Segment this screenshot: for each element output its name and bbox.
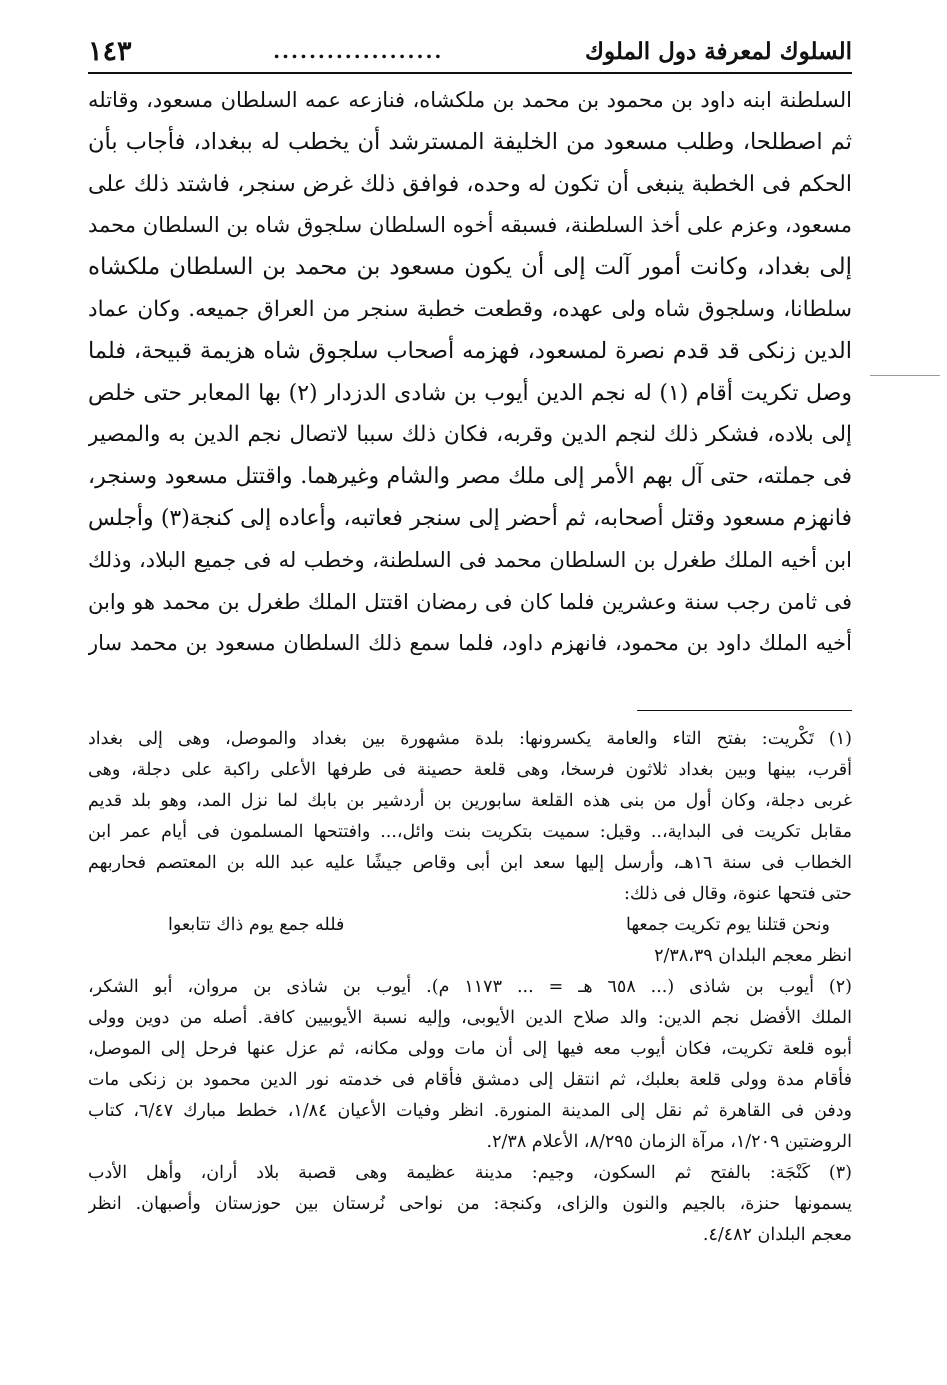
- footnotes: [88, 724, 852, 1251]
- page-number: ١٤٣: [88, 35, 132, 67]
- margin-mark: [870, 375, 940, 376]
- footnote-2-line: (٢) أيوب بن شاذى (... ٦٥٨ هـ = ... ١١٧٣ م). أيوب بن شاذى بن مروان، أبو الشكر،: [88, 977, 852, 997]
- footnote-3-line: يسمونها حنزة، بالجيم والنون والزاى، وكنجة: من نواحى نُرستان بين حوزستان وأصبهان. انظر: [88, 1194, 852, 1214]
- footnote-1-line: مقابل تكريت فى البداية،.. وقيل: سميت بتكريت بنت وائل،... وافتتحها المسلمون فى أيام عمر ابن: [88, 822, 852, 842]
- footnote-1-reference: انظر معجم البلدان ٢/٣٨،٣٩: [654, 946, 852, 966]
- text-line: أخيه الملك داود بن محمود، فانهزم داود، فلما سمع ذلك السلطان مسعود بن محمد سار: [88, 631, 852, 656]
- text-line: إلى بغداد، وكانت أمور آلت إلى أن يكون مسعود بن محمد بن السلطان ملكشاه: [88, 254, 852, 281]
- footnote-2-line: الروضتين ١/٢٠٩، مرآة الزمان ٨/٢٩٥، الأعلام ٢/٣٨.: [486, 1132, 852, 1152]
- footnote-1-line: الخطاب فى سنة ١٦هـ، وأرسل إليها سعد ابن أبى وقاص جيشًا عليه عبد الله بن المعتصم فحاربهم: [88, 853, 852, 873]
- text-line: إلى بلاده، فشكر ذلك لنجم الدين وقربه، فكان ذلك سببا لاتصال نجم الدين به والمصير: [88, 422, 852, 448]
- header-leader-dots: ...................: [273, 39, 444, 63]
- poetry-verse: [88, 910, 852, 941]
- text-line: ثم اصطلحا، وطلب مسعود من الخليفة المسترشد أن يخطب له ببغداد، فأجاب بأن: [88, 128, 852, 155]
- text-line: فى ثامن رجب سنة وعشرين فلما كان فى رمضان اقتتل الملك طغرل بن محمد هو وابن: [88, 589, 852, 614]
- footnote-1-line: غربى دجلة، وكان أول من بنى هذه القلعة سابورين بن أردشير بن بابك لما نزل المد، وهو بلد قديم: [88, 791, 852, 811]
- verse-second-hemistich: فلله جمع يوم ذاك تتابعوا: [168, 915, 345, 935]
- main-text: [88, 80, 852, 665]
- running-header: [88, 30, 852, 74]
- text-line: فى جملته، حتى آل بهم الأمر إلى ملك مصر والشام وغيرهما. واقتتل مسعود وسنجر،: [88, 464, 852, 490]
- text-line: الحكم فى الخطبة ينبغى أن تكون له وحده، فوافق ذلك غرض سنجر، فاشتد ذلك على: [88, 171, 852, 197]
- footnote-3-line: (٣) كَنْجَة: بالفتح ثم السكون، وجيم: مدينة عظيمة وهى قصبة بلاد أران، وأهل الأدب: [88, 1163, 852, 1183]
- book-title: السلوك لمعرفة دول الملوك: [584, 37, 852, 65]
- text-line: وصل تكريت أقام (١) له نجم الدين أيوب بن شادى الدزدار (٢) بها المعابر حتى خلص: [88, 380, 852, 406]
- text-line: ابن أخيه الملك طغرل بن السلطان محمد فى السلطنة، وخطب له فى جميع البلاد، وذلك: [88, 547, 852, 572]
- footnote-2-line: فأقام مدة وولى قلعة بعلبك، ثم انتقل إلى دمشق فأقام فى خدمته نور الدين محمود بن زنكى مات: [88, 1070, 852, 1090]
- text-line: مسعود، وعزم على أخذ السلطنة، فسبقه أخوه السلطان سلجوق شاه بن السلطان محمد: [88, 213, 852, 238]
- text-line: فانهزم مسعود وقتل أصحابه، ثم أحضر إلى سنجر فعاتبه، وأعاده إلى كنجة(٣) وأجلس: [88, 505, 852, 531]
- footnote-2-line: أبوه قلعة تكريت، فكان أيوب معه فيها إلى أن مات وولى مكانه، ثم عزل عنها فرحل إلى الموصل،: [88, 1039, 852, 1059]
- text-line: الدين زنكى قد قدم نصرة لمسعود، فهزمه أصحاب سلجوق شاه هزيمة قبيحة، فلما: [88, 337, 852, 364]
- verse-first-hemistich: ونحن قتلنا يوم تكريت جمعها: [625, 915, 830, 935]
- footnote-2-line: ودفن فى القاهرة ثم نقل إلى المدينة المنورة. انظر وفيات الأعيان ١/٨٤، خطط مبارك ٦/٤٧، كتاب: [88, 1101, 852, 1121]
- footnote-separator: [637, 710, 852, 711]
- footnote-3-line: معجم البلدان ٤/٤٨٢.: [702, 1225, 852, 1245]
- text-line: السلطنة ابنه داود بن محمود بن محمد بن ملكشاه، فنازعه عمه السلطان مسعود، وقاتله: [88, 88, 852, 112]
- footnote-1-line: (١) تَكْريت: بفتح التاء والعامة يكسرونها: بلدة مشهورة بين بغداد والموصل، وهى إلى بغداد: [88, 729, 852, 749]
- footnote-1-line: حتى فتحها عنوة، وقال فى ذلك:: [623, 884, 852, 904]
- footnote-2-line: الملك الأفضل نجم الدين: والد صلاح الدين الأيوبى، وإليه نسبة الأيوبيين كافة. أصله من دوين وولى: [88, 1008, 852, 1028]
- text-line: سلطانا، وسلجوق شاه ولى عهده، وقطعت خطبة سنجر من العراق جميعه. وكان عماد: [88, 296, 852, 322]
- footnote-1-line: أقرب، بينها وبين بغداد ثلاثون فرسخا، وهى قلعة حصينة فى طرفها الأعلى راكبة على دجلة، وهى: [88, 760, 852, 780]
